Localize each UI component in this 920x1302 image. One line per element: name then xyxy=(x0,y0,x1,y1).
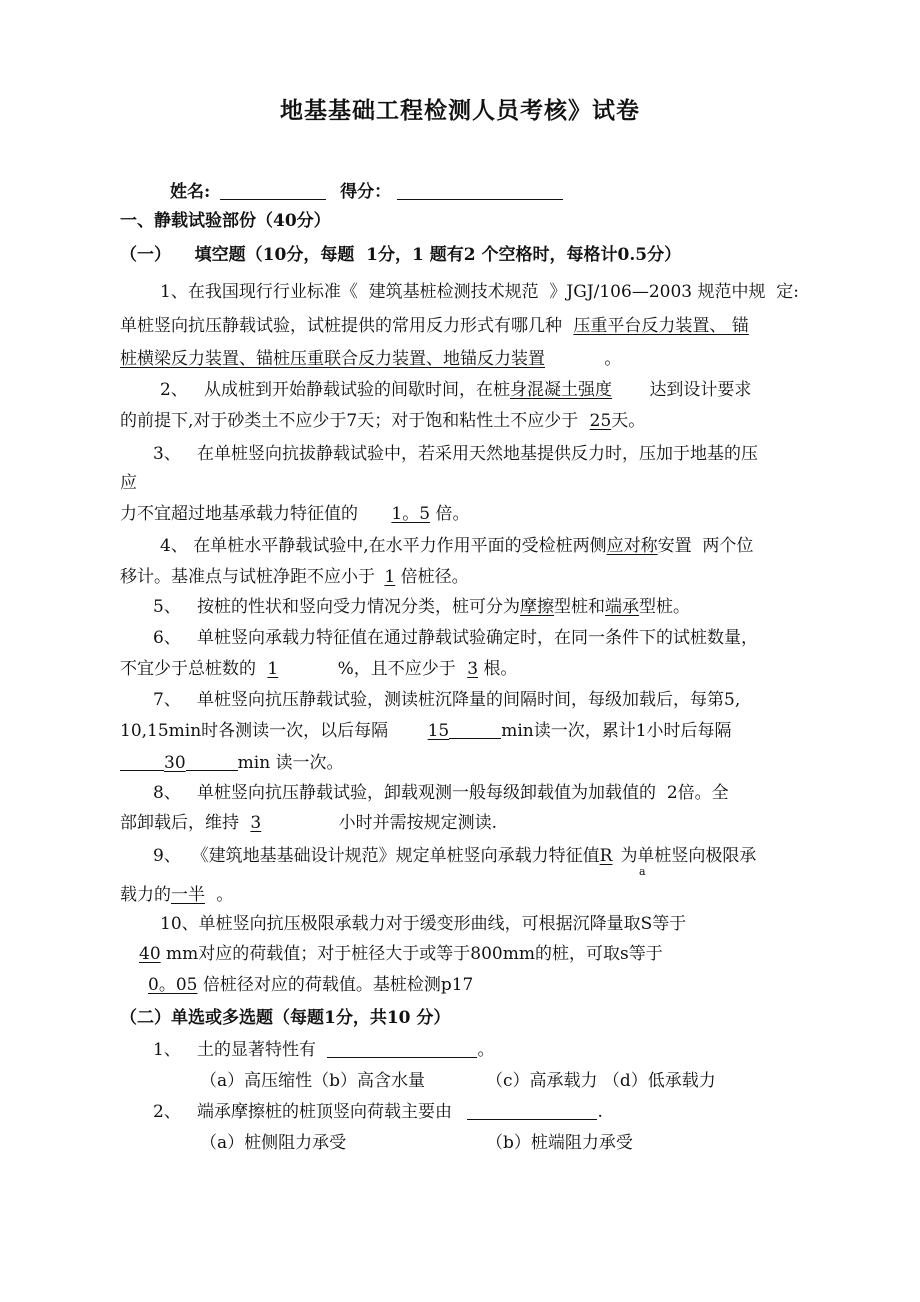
q5-text3: 型桩。 xyxy=(639,597,691,617)
q8-text2: 小时并需按规定测读. xyxy=(338,813,498,833)
q1-text: 单桩竖向抗压静载试验，试桩提供的常用反力形式有哪几种 xyxy=(120,316,562,336)
q7-answer2: 30 xyxy=(164,753,186,773)
q1-line3 xyxy=(120,348,621,370)
q6-line1: 6、 单桩竖向承载力特征值在通过静载试验确定时，在同一条件下的试桩数量， xyxy=(153,628,759,648)
q9-text2: 为单桩竖向极限承 xyxy=(620,846,757,866)
q5-line xyxy=(153,596,690,618)
q5-answer1: 摩擦 xyxy=(520,597,555,617)
q8-line2 xyxy=(120,812,497,834)
q6-text2: %，且不应少于 xyxy=(337,659,456,679)
q2-answer2: 25 xyxy=(589,411,612,431)
section2-heading: （二）单选或多选题（每题1分，共10 分） xyxy=(120,1008,451,1028)
q7-line1: 7、 单桩竖向抗压静载试验，测读桩沉降量的间隔时间，每级加载后，每第5, xyxy=(153,690,741,710)
q1-answer: 压重平台反力装置、 锚 xyxy=(573,316,749,336)
q5-text: 5、 按桩的性状和竖向受力情况分类，桩可分为 xyxy=(153,597,521,617)
s2-q1-end: 。 xyxy=(477,1040,495,1060)
q9-r-subscript: a xyxy=(639,865,646,878)
q2-text3: 的前提下,对于砂类土不应少于7天；对于饱和粘性土不应少于 xyxy=(120,411,579,431)
q8-text: 部卸载后，维持 xyxy=(120,813,239,833)
q3-line3 xyxy=(120,503,469,525)
s2-q2-end: . xyxy=(597,1102,603,1122)
q9-text3: 载力的 xyxy=(120,885,171,905)
s2-q1-line xyxy=(153,1039,494,1061)
q3-line1: 3、 在单桩竖向抗拔静载试验中，若采用天然地基提供反力时，压加于地基的压 xyxy=(153,444,759,464)
section1-heading: 一、静载试验部份（40分） xyxy=(120,211,331,231)
name-label: 姓名: xyxy=(170,182,211,202)
q4-text3: 移计。基准点与试桩净距不应小于 xyxy=(120,567,375,587)
q7-text3: min 读一次。 xyxy=(237,753,344,773)
s2-q2-stem: 2、 端承摩擦桩的桩顶竖向荷载主要由 xyxy=(153,1102,453,1122)
q4-answer1: 应对称 xyxy=(606,536,658,556)
q2-answer1: 身混凝土强度 xyxy=(510,380,613,400)
q4-text4: 倍桩径。 xyxy=(400,567,469,587)
score-label: 得分： xyxy=(340,182,392,202)
q3-text2: 倍。 xyxy=(435,504,470,524)
q3-line2: 应 xyxy=(120,473,137,493)
score-field[interactable] xyxy=(397,182,563,200)
q6-line2 xyxy=(120,658,517,680)
q4-text: 4、 在单桩水平静载试验中,在水平力作用平面的受检桩两侧 xyxy=(160,536,607,556)
s2-q1-answer-blank[interactable] xyxy=(327,1040,477,1058)
q3-answer: 1。5 xyxy=(391,504,431,524)
q4-line2 xyxy=(120,566,469,588)
s2-q1-option-ab[interactable]: （a）高压缩性（b）高含水量 xyxy=(200,1071,426,1091)
q9-line1 xyxy=(153,845,756,867)
q2-line1 xyxy=(160,379,751,401)
q2-text: 2、 从成桩到开始静载试验的间歇时间，在桩 xyxy=(160,380,511,400)
q7-text2: min读一次，累计1小时后每隔 xyxy=(501,721,732,741)
fill-heading: （一） 填空题（10分，每题 1分，1 题有2 个空格时，每格计0.5分） xyxy=(120,245,682,265)
q8-line1: 8、 单桩竖向抗压静载试验，卸载观测一般每级卸载值为加载值的 2倍。全 xyxy=(153,783,729,803)
s2-q1-stem: 1、 土的显著特性有 xyxy=(153,1040,317,1060)
q3-text: 力不宜超过地基承载力特征值的 xyxy=(120,504,358,524)
q7-blank2 xyxy=(120,756,164,771)
s2-q1-option-cd[interactable]: （c）高承载力 （d）低承载力 xyxy=(486,1071,716,1091)
q1-answer-cont: 桩横梁反力装置、锚桩压重联合反力装置、地锚反力装置 xyxy=(120,349,545,369)
q7-answer1: 15 xyxy=(427,721,450,741)
q2-text4: 天。 xyxy=(611,411,646,431)
q10-answer2: 0。05 xyxy=(148,975,198,995)
q4-answer2: 1 xyxy=(384,567,396,587)
q6-answer2: 3 xyxy=(467,659,479,679)
q9-line2 xyxy=(120,884,233,906)
q10-answer1: 40 xyxy=(139,944,161,964)
q1-line2 xyxy=(120,315,749,337)
q7-blank1 xyxy=(449,724,501,739)
q10-line2 xyxy=(139,943,663,965)
s2-q2-option-a[interactable]: （a）桩侧阻力承受 xyxy=(200,1133,347,1153)
q5-answer2: 端承 xyxy=(605,597,640,617)
q10-text: mm对应的荷载值；对于桩径大于或等于800mm的桩，可取s等于 xyxy=(166,944,663,964)
q7-line3 xyxy=(120,752,344,774)
s2-q2-line xyxy=(153,1101,603,1123)
q4-text2: 安置 两个位 xyxy=(657,536,754,556)
q1-line1: 1、在我国现行行业标准《 建筑基桩检测技术规范 》JGJ/106—2003 规范中规 定: xyxy=(160,282,800,302)
q2-text2: 达到设计要求 xyxy=(649,380,752,400)
q4-line1 xyxy=(160,535,753,557)
q6-text: 不宜少于总桩数的 xyxy=(120,659,256,679)
q7-text: 10,15min时各测读一次，以后每隔 xyxy=(120,721,389,741)
q6-answer1: 1 xyxy=(267,659,279,679)
q2-line2 xyxy=(120,410,645,432)
q7-blank3 xyxy=(186,756,238,771)
exam-title: 地基基础工程检测人员考核》试卷 xyxy=(280,97,640,124)
q10-text2: 倍桩径对应的荷载值。基桩检测p17 xyxy=(202,975,474,995)
s2-q2-answer-blank[interactable] xyxy=(467,1102,597,1120)
q10-line3 xyxy=(148,974,473,996)
q5-text2: 型桩和 xyxy=(554,597,606,617)
q8-answer: 3 xyxy=(250,813,262,833)
q9-r-symbol: R xyxy=(599,846,613,866)
q6-text3: 根。 xyxy=(483,659,518,679)
name-score-row xyxy=(170,181,563,203)
q9-text4: 。 xyxy=(216,885,234,905)
q7-line2 xyxy=(120,720,732,742)
q10-line1: 10、单桩竖向抗压极限承载力对于缓变形曲线，可根据沉降量取S等于 xyxy=(160,914,687,934)
q9-text: 9、 《建筑地基基础设计规范》规定单桩竖向承载力特征值 xyxy=(153,846,600,866)
s2-q2-option-b[interactable]: （b）桩端阻力承受 xyxy=(486,1133,633,1153)
q1-end: 。 xyxy=(604,349,622,369)
q9-answer: 一半 xyxy=(171,885,205,905)
name-field[interactable] xyxy=(220,182,326,200)
